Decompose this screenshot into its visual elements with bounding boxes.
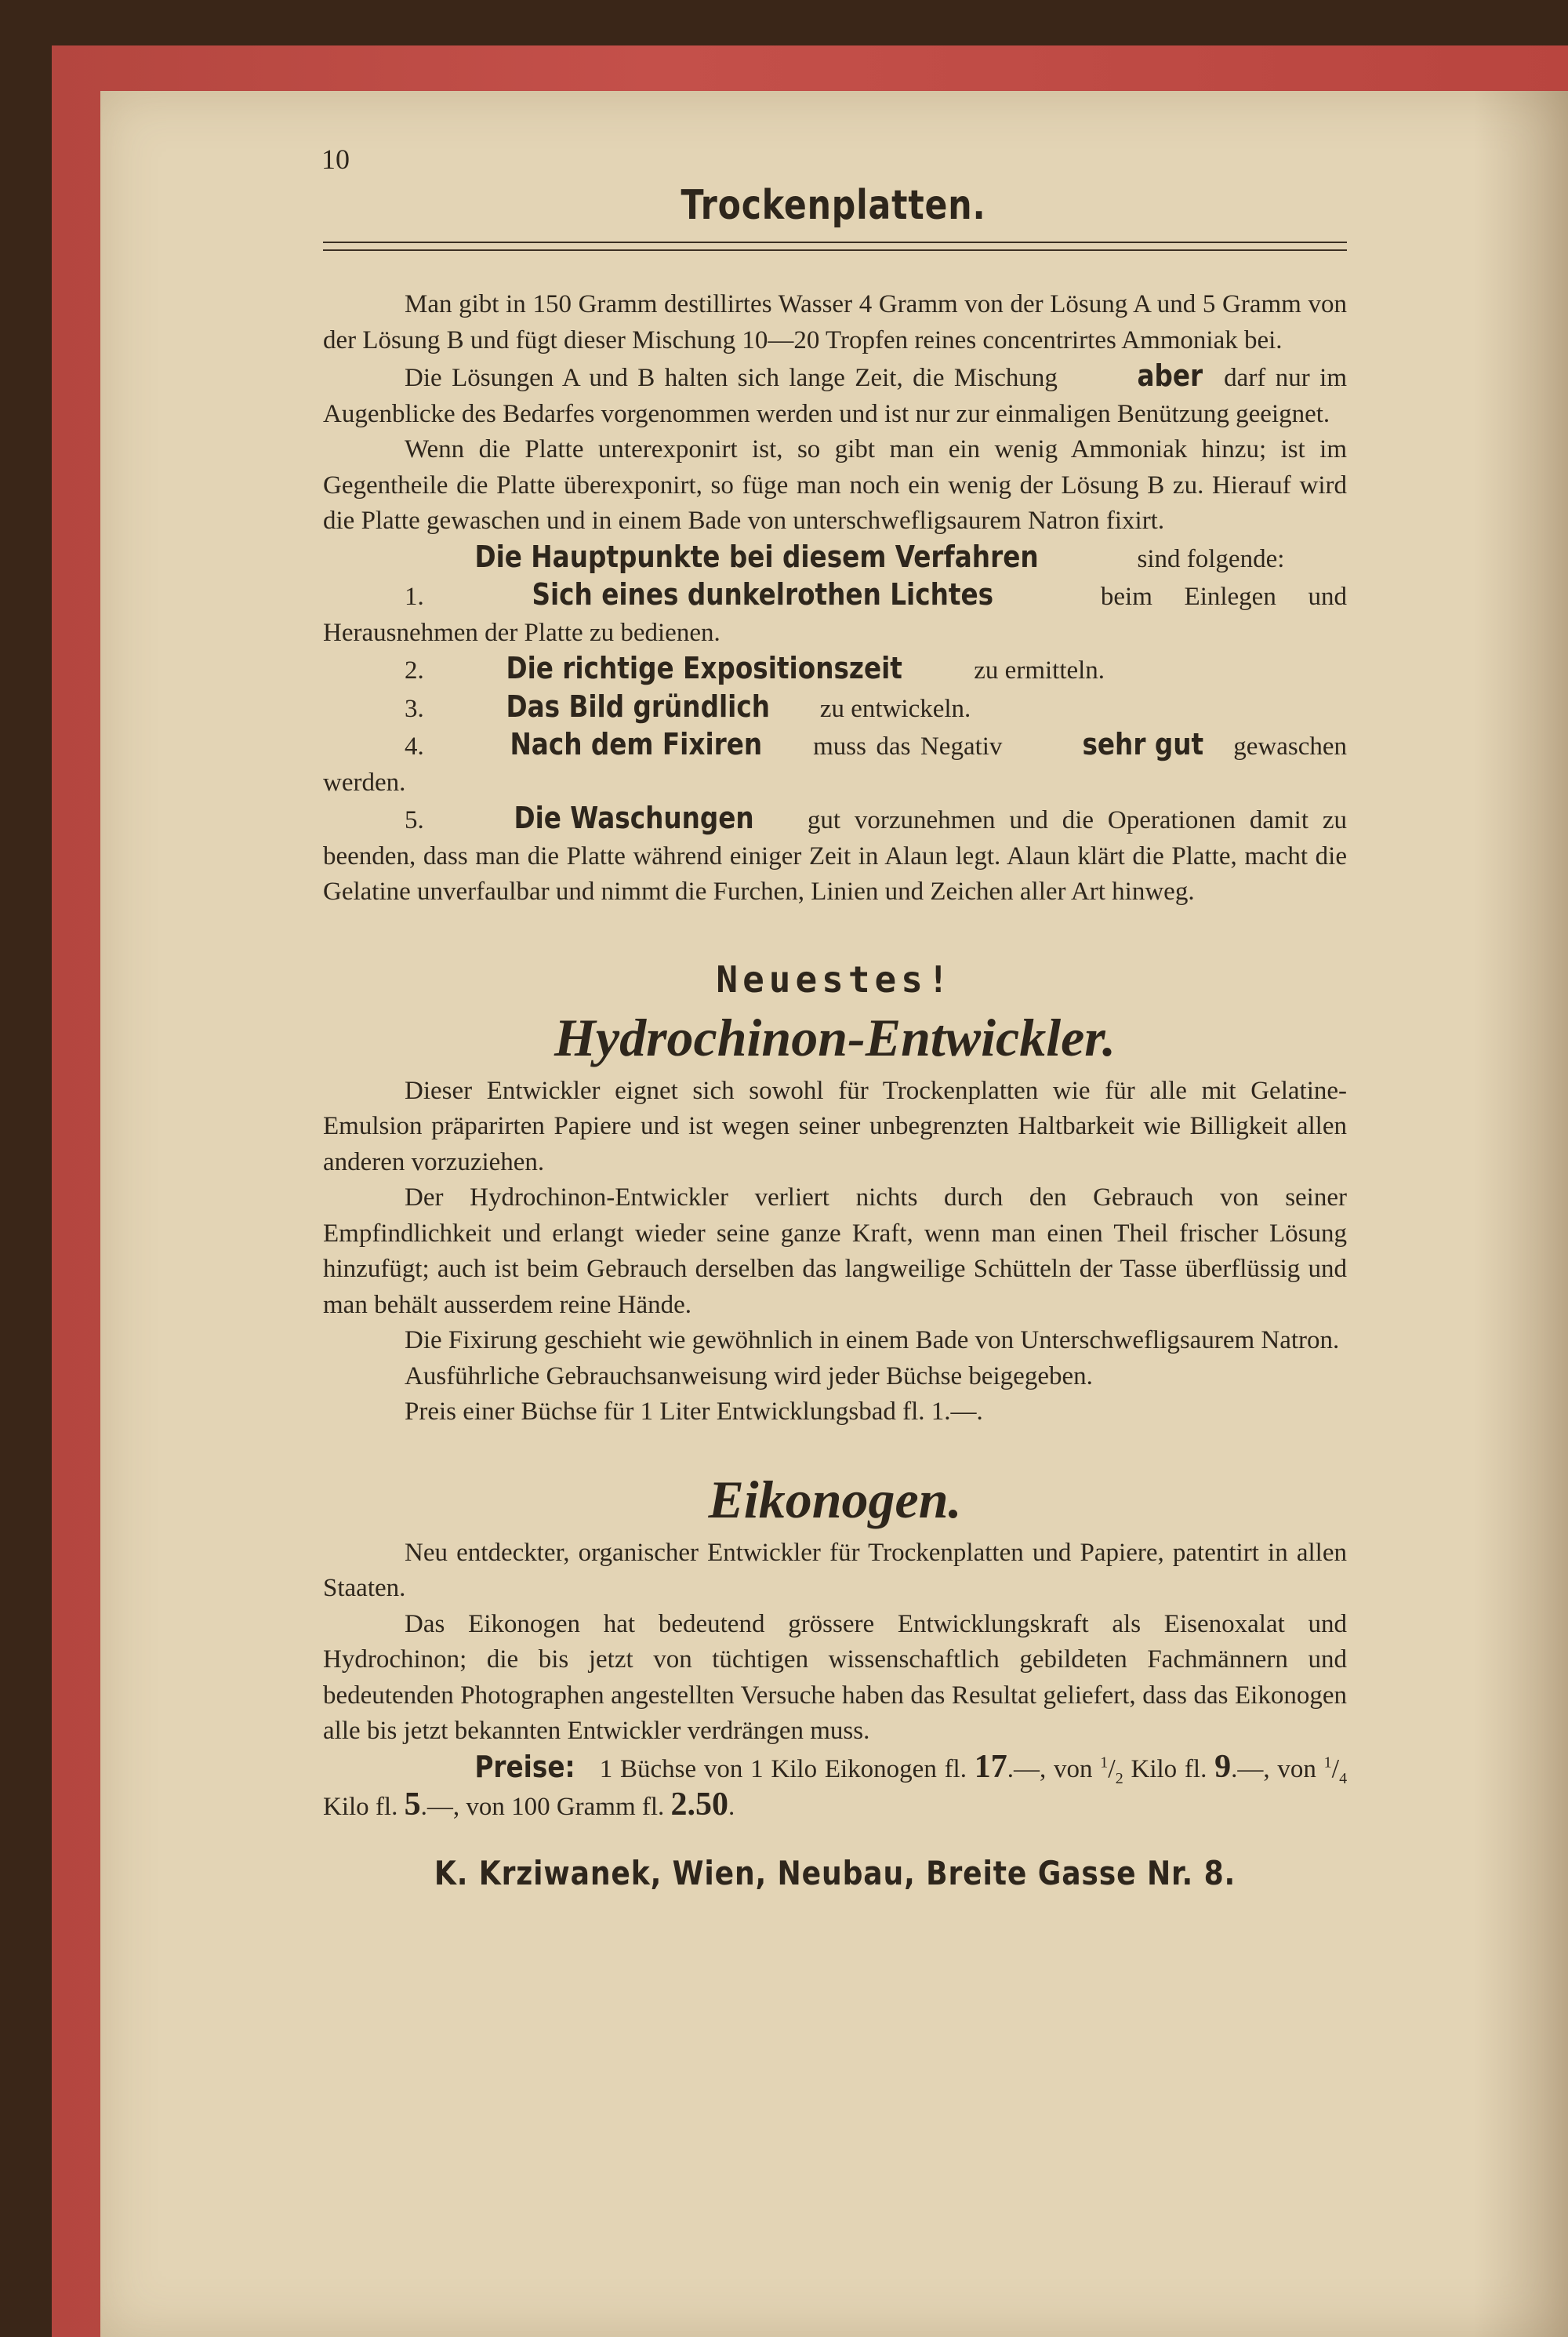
paragraph-exposure: Wenn die Platte unterexponirt ist, so gibt man ein wenig Ammoniak hinzu; ist im Gegentheile die Platte überexponirt, so füge man noch ein wenig der Lösung B zu. Hierauf wird die Platte gewaschen und in einem Bade von unterschwefligsaurem Natron fixirt. bbox=[323, 435, 1347, 535]
text-segment: .—, von 100 Gramm fl. bbox=[420, 1793, 665, 1821]
price-value: 17 bbox=[974, 1748, 1007, 1785]
bold-phrase: Nach dem Fixiren bbox=[509, 727, 762, 761]
fraction-quarter: $^1/_4$ bbox=[1323, 1754, 1348, 1787]
list-number: 5. bbox=[405, 806, 424, 834]
list-number: 4. bbox=[405, 732, 424, 761]
fraction-denominator: 2 bbox=[1115, 1769, 1123, 1787]
price-value: 2.50 bbox=[670, 1786, 729, 1823]
fraction-half: $^1/_2$ bbox=[1100, 1754, 1123, 1787]
list-item bbox=[323, 689, 1347, 728]
paragraph-hydro-intro: Dieser Entwickler eignet sich sowohl für Trockenplatten wie für alle mit Gelatine-Emulsion präparirten Papiere und ist wegen seiner unbegrenzten Haltbarkeit wie Billigkeit allen anderen vorzuziehen. bbox=[323, 1076, 1347, 1176]
paragraph-hydro-fixing: Die Fixirung geschieht wie gewöhnlich in einem Bade von Unterschwefligsaurem Natron. bbox=[405, 1326, 1340, 1354]
double-rule bbox=[323, 242, 1347, 251]
prices-label: Preise: bbox=[474, 1749, 575, 1784]
text-segment: Kilo fl. bbox=[323, 1793, 398, 1821]
running-title: Trockenplatten. bbox=[681, 182, 986, 229]
text-segment: darf nur im Augenblicke des Bedarfes vorgenommen werden und ist nur zur einmaligen Benützung geeignet. bbox=[323, 364, 1348, 428]
list-item bbox=[323, 651, 1347, 689]
text-segment: gut vorzunehmen und die Operationen damit zu beenden, dass man die Platte während einiger Zeit in Alaun legt. Alaun klärt die Platte, macht die Gelatine unverfaulbar und nimmt die Furchen, Linien und Zeichen aller Art hinweg. bbox=[323, 806, 1348, 906]
bold-phrase: Die Hauptpunkte bei diesem Verfahren bbox=[474, 539, 1039, 574]
neuestes-heading: Neuestes! bbox=[716, 958, 954, 1001]
text-segment: Die Lösungen A und B halten sich lange Zeit, die Mischung bbox=[405, 364, 1058, 392]
list-item bbox=[323, 801, 1347, 910]
list-number: 2. bbox=[405, 656, 424, 685]
price-value: 5 bbox=[404, 1786, 421, 1823]
paragraph-hydro-price: Preis einer Büchse für 1 Liter Entwicklungsbad fl. 1.—. bbox=[405, 1397, 983, 1426]
list-item bbox=[323, 577, 1347, 651]
text-segment: .—, von bbox=[1231, 1754, 1316, 1783]
bold-phrase: Die richtige Expositionszeit bbox=[506, 651, 903, 685]
paragraph-eik-prices bbox=[323, 1750, 1347, 1826]
bold-phrase: Das Bild gründlich bbox=[506, 689, 771, 724]
text-segment: .—, von bbox=[1007, 1754, 1093, 1783]
text-segment: sind folgende: bbox=[1137, 544, 1285, 573]
fraction-numerator: 1 bbox=[1323, 1754, 1332, 1772]
paragraph-hydro-instructions: Ausführliche Gebrauchsanweisung wird jeder Büchse beigegeben. bbox=[405, 1361, 1093, 1390]
page-number: 10 bbox=[321, 144, 350, 175]
list-number: 1. bbox=[405, 583, 424, 611]
list-number: 3. bbox=[405, 694, 424, 723]
paragraph-preparation: Man gibt in 150 Gramm destillirtes Wasser 4 Gramm von der Lösung A und 5 Gramm von der Lösung B und fügt dieser Mischung 10—20 Tropfen reines concentrirtes Ammoniak bei. bbox=[323, 290, 1347, 354]
bold-phrase: Sich eines dunkelrothen Lichtes bbox=[532, 577, 993, 612]
page-content bbox=[323, 287, 1347, 1891]
paragraph-hydro-sensitivity: Der Hydrochinon-Entwickler verliert nichts durch den Gebrauch von seiner Empfindlichkeit und erlangt wieder seine ganze Kraft, wenn man einen Theil frischer Lösung hinzufügt; auch ist beim Gebrauch derselben das langweilige Schütteln der Tasse überflüssig und man behält ausserdem reine Hände. bbox=[323, 1183, 1347, 1319]
paragraph-eik-intro: Neu entdeckter, organischer Entwickler für Trockenplatten und Papiere, patentirt in allen Staaten. bbox=[323, 1538, 1347, 1602]
text-segment: Kilo fl. bbox=[1131, 1754, 1207, 1783]
eikonogen-heading: Eikonogen. bbox=[708, 1469, 962, 1529]
paragraph-main-points bbox=[323, 540, 1347, 578]
list-item bbox=[323, 727, 1347, 801]
text-segment: beim Einlegen und Herausnehmen der Platte zu bedienen. bbox=[323, 583, 1347, 647]
hydrochinon-heading: Hydrochinon-Entwickler. bbox=[554, 1007, 1116, 1067]
paragraph-solutions bbox=[323, 358, 1347, 432]
price-value: 9 bbox=[1214, 1748, 1232, 1785]
publisher-footer: K. Krziwanek, Wien, Neubau, Breite Gasse Nr. 8. bbox=[434, 1853, 1236, 1892]
fraction-denominator: 4 bbox=[1339, 1769, 1348, 1787]
text-segment: . bbox=[728, 1793, 735, 1821]
paragraph-eik-strength: Das Eikonogen hat bedeutend grössere Entwicklungskraft als Eisenoxalat und Hydrochinon; die bis jetzt von tüchtigen wissenschaftlich gebildeten Fachmännern und bedeutenden Photographen angestellten Versuche haben das Resultat geliefert, dass das Eikonogen alle bis jetzt bekannten Entwickler verdrängen muss. bbox=[323, 1609, 1347, 1745]
text-segment: 1 Büchse von 1 Kilo Eikonogen fl. bbox=[599, 1754, 967, 1783]
text-segment: zu ermitteln. bbox=[974, 656, 1105, 685]
fraction-numerator: 1 bbox=[1100, 1754, 1109, 1772]
bold-phrase: sehr gut bbox=[1082, 727, 1204, 761]
text-segment: gewaschen werden. bbox=[323, 732, 1348, 797]
text-segment: zu entwickeln. bbox=[819, 694, 971, 723]
bold-word: aber bbox=[1137, 358, 1203, 393]
text-segment: muss das Negativ bbox=[813, 732, 1003, 761]
bold-phrase: Die Waschungen bbox=[514, 801, 754, 835]
